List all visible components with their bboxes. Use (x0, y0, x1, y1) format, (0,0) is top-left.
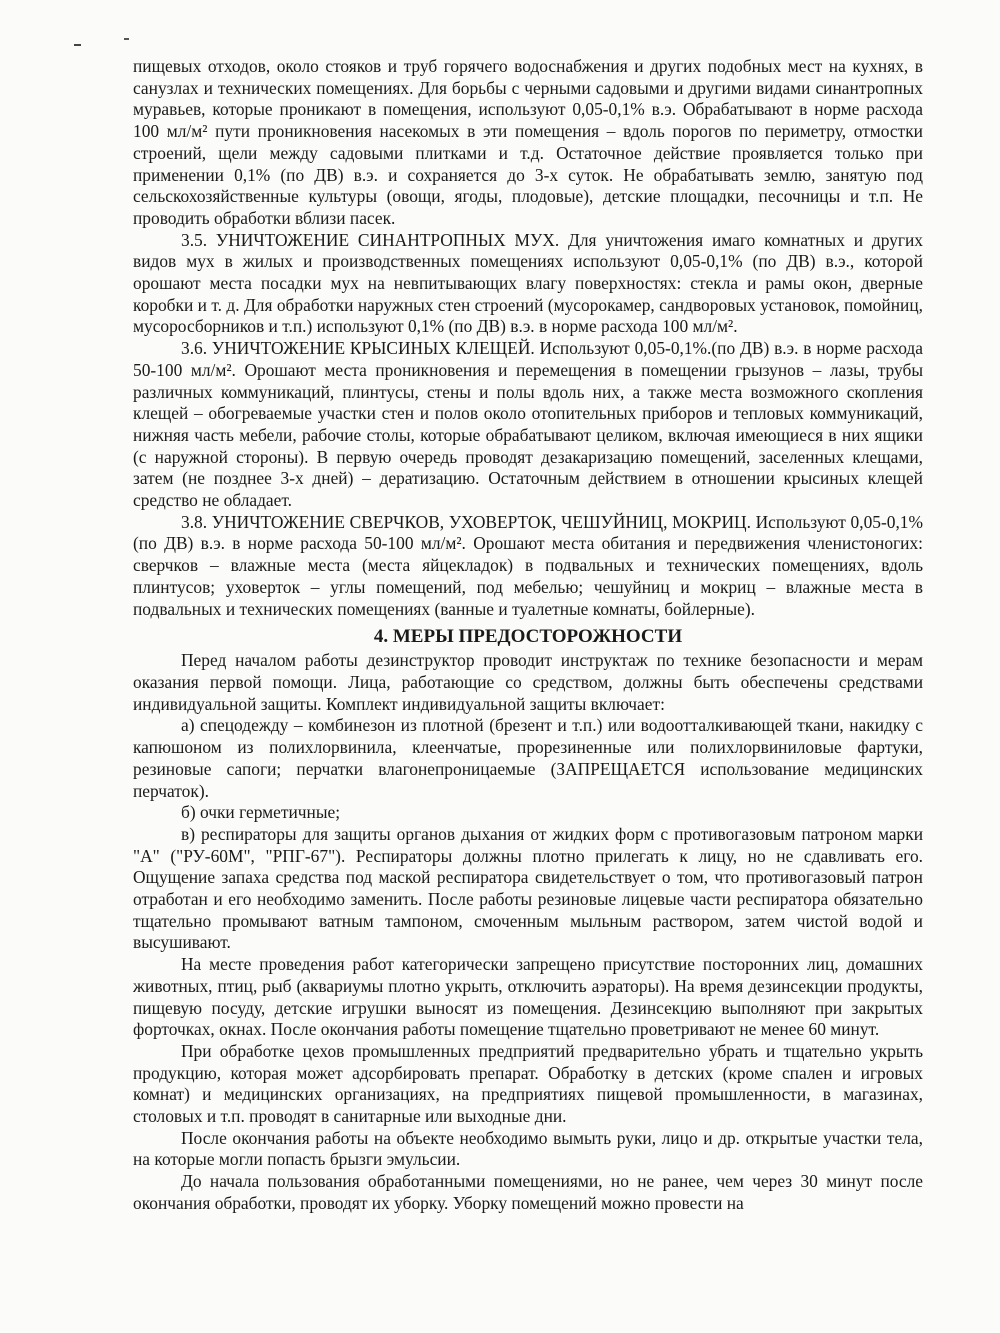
paragraph-item-b: б) очки герметичные; (181, 802, 341, 823)
paragraph-instruction: Перед началом работы дезинструктор проводит инструктаж по технике безопасности и мерам оказания первой помощи. Лица, работающие со средством, должны быть обеспечены средствами индивидуальной защиты. Комплект индивидуальной защиты включает: (133, 650, 923, 714)
paragraph-restrictions: На месте проведения работ категорически запрещено присутствие посторонних лиц, домашних животных, птиц, рыб (аквариумы плотно укрыть, отключить аэраторы). На время дезинсекции продукты, пищевую посуду, детские игрушки выносят из помещения. Дезинсекцию выполняют при закрытых форточках, окнах. После окончания работы помещение тщательно проветривают не менее 60 минут. (133, 954, 923, 1040)
paragraph-item-c: в) респираторы для защиты органов дыхания от жидких форм с противогазовым патроном марки "А" ("РУ-60М", "РПГ-67"). Респираторы должны плотно прилегать к лицу, но не сдавливать его. Ощущение запаха средства под маской респиратора свидетельствует о том, что противогазовый патрон отработан и его необходимо заменить. После работы резиновые лицевые части респиратора обязательно тщательно промывают ватным тампоном, смоченным мыльным раствором, затем чистой водой и высушивают. (133, 823, 923, 953)
paragraph-item-a: а) спецодежду – комбинезон из плотной (брезент и т.п.) или водоотталкивающей ткани, накидку с капюшоном из полихлорвинила, клеенчатые, прорезиненные или полихлорвиниловые фартуки, резиновые сапоги; перчатки влагонепроницаемые (ЗАПРЕЩАЕТСЯ использование медицинских перчаток). (133, 715, 923, 801)
paragraph-rat-mites: 3.6. УНИЧТОЖЕНИЕ КРЫСИНЫХ КЛЕЩЕЙ. Используют 0,05-0,1%.(по ДВ) в.э. в норме расхода 50-100 мл/м². Орошают места проникновения и перемещения в помещении грызунов – лазы, трубы различных коммуникаций, плинтусы, стены и полы вдоль них, а также места возможного скопления клещей – обогреваемые участки стен и полов около отопительных приборов и тепловых коммуникаций, нижняя часть мебели, рабочие столы, которые обрабатывают целиком, включая имеющиеся в них ящики (с наружной стороны). В первую очередь проводят дезакаризацию помещений, заселенных клещами, затем (не позднее 3-х дней) – дератизацию. Остаточным действием в отношении крысиных клещей средство не обладает. (133, 338, 923, 511)
scan-mark (124, 38, 129, 40)
paragraph-flies: 3.5. УНИЧТОЖЕНИЕ СИНАНТРОПНЫХ МУХ. Для уничтожения имаго комнатных и других видов мух в жилых и производственных помещениях используют 0,05-0,1% (по ДВ) в.э., которой орошают места посадки мух на невпитывающих влагу поверхностях: стекла и рамы окон, дверные коробки и т. д. Для обработки наружных стен строений (мусорокамер, сандворовых установок, помойниц, мусоросборников и т.п.) используют 0,1% (по ДВ) в.э. в норме расхода 100 мл/м². (133, 229, 923, 337)
paragraph-cleaning: До начала пользования обработанными помещениями, но не ранее, чем через 30 минут после окончания обработки, проводят их уборку. Уборку помещений можно провести на (133, 1171, 923, 1213)
paragraph-continuation: пищевых отходов, около стояков и труб горячего водоснабжения и других подобных мест на кухнях, в санузлах и технических помещениях. Для борьбы с черными садовыми и другими видами синантропных муравьев, которые проникают в помещения, используют 0,05-0,1% в.э. Обрабатывают в норме расхода 100 мл/м² пути проникновения насекомых в эти помещения – вдоль порогов по периметру, отмостки строений, щели между садовыми плитками и т.д. Остаточное действие проявляется только при применении 0,1% (по ДВ) в.э. и сохраняется до 3-х суток. Не обрабатывать землю, занятую под сельскохозяйственные культуры (овощи, ягоды, плодовые), детские площадки, песочницы и т.п. Не проводить обработки вблизи пасек. (133, 56, 923, 228)
paragraph-crickets: 3.8. УНИЧТОЖЕНИЕ СВЕРЧКОВ, УХОВЕРТОК, ЧЕШУЙНИЦ, МОКРИЦ. Используют 0,05-0,1% (по ДВ) в.э. в норме расхода 50-100 мл/м². Орошают места обитания и передвижения членистоногих: сверчков – влажные места (места яйцекладок) в подвальных и технических помещениях, вдоль плинтусов; уховерток – углы помещений, под мебелью; чешуйниц и мокриц – влажные места в подвальных и технических помещениях (ванные и туалетные комнаты, бойлерные). (133, 511, 923, 619)
paragraph-hygiene: После окончания работы на объекте необходимо вымыть руки, лицо и др. открытые участки тела, на которые могли попасть брызги эмульсии. (133, 1127, 923, 1170)
scan-mark (74, 44, 81, 46)
document-page (133, 56, 923, 1215)
paragraph-industrial: При обработке цехов промышленных предприятий предварительно убрать и тщательно укрыть продукцию, которая может адсорбировать препарат. Обработку в детских (кроме спален и игровых комнат) и медицинских организациях, на предприятиях пищевой промышленности, в магазинах, столовых и т.п. проводят в санитарные или выходные дни. (133, 1040, 923, 1127)
section-title: 4. МЕРЫ ПРЕДОСТОРОЖНОСТИ (373, 626, 683, 648)
